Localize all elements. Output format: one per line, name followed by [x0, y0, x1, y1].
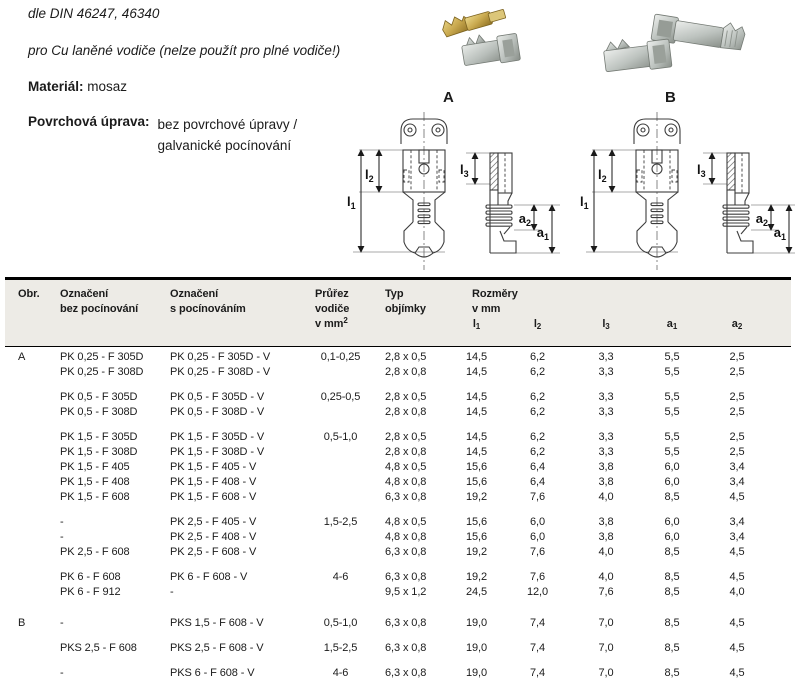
table-row [5, 515, 791, 530]
cell-d: 7,6 [530, 490, 545, 503]
col-header-obr: Obr. [18, 288, 40, 300]
col-header-l3: $l_3$ [602, 318, 610, 331]
cell-d: 4,0 [598, 545, 614, 558]
din-standard-line: dle DIN 46247, 46340 [28, 6, 160, 21]
cell-n1: PK 1,5 - F 405 [60, 460, 130, 473]
cell-d: 4,5 [729, 570, 745, 583]
cell-n1: PK 1,5 - F 308D [60, 445, 138, 458]
cell-n2: PK 1,5 - F 405 - V [170, 460, 257, 473]
table-row [5, 616, 791, 631]
cell-d: 19,2 [465, 545, 487, 558]
cell-d: 14,5 [465, 430, 487, 443]
product-photo-b [593, 2, 793, 90]
cell-typ: 6,3 x 0,8 [385, 490, 427, 503]
cell-typ: 2,8 x 0,5 [385, 390, 427, 403]
row-spacer [5, 505, 791, 515]
cell-d: 2,5 [729, 445, 745, 458]
cell-cross [313, 545, 368, 560]
cell-d: 6,0 [664, 475, 680, 488]
cell-n2: PK 0,25 - F 308D - V [170, 365, 271, 378]
cell-d: 3,3 [598, 390, 614, 403]
cell-d: 12,0 [526, 585, 548, 598]
cell-d: 6,0 [530, 515, 545, 528]
cell-n1: - [60, 515, 64, 528]
cell-d: 7,4 [530, 666, 545, 679]
cell-d: 6,0 [664, 460, 680, 473]
cell-n2: PKS 1,5 - F 608 - V [170, 616, 264, 629]
cell-d: 6,2 [530, 445, 545, 458]
cell-d: 7,0 [598, 666, 614, 679]
table-row [5, 585, 791, 600]
cell-d: 6,0 [530, 530, 545, 543]
cell-d: 2,5 [729, 390, 745, 403]
cell-d: 2,5 [729, 350, 745, 363]
side-view-b [697, 153, 795, 253]
cell-typ: 6,3 x 0,8 [385, 570, 427, 583]
table-row [5, 570, 791, 585]
cell-d: 7,6 [530, 570, 545, 583]
cell-d: 14,5 [465, 405, 487, 418]
cell-d: 7,0 [598, 616, 614, 629]
row-spacer [5, 631, 791, 641]
cell-obr [5, 405, 55, 420]
cell-n1: PK 1,5 - F 305D [60, 430, 138, 443]
usage-note-line: pro Cu laněné vodiče (nelze použít pro plné vodiče!) [28, 43, 341, 58]
cell-n1: PK 1,5 - F 608 [60, 490, 130, 503]
cell-typ: 2,8 x 0,5 [385, 350, 427, 363]
row-spacer [5, 380, 791, 390]
cell-fill [772, 390, 791, 405]
cell-cross [313, 405, 368, 420]
cell-obr: B [18, 616, 26, 629]
cell-d: 6,2 [530, 350, 545, 363]
cell-d: 4,5 [729, 616, 745, 629]
steel-lock-connector-icon [603, 34, 673, 75]
cell-d: 3,4 [729, 475, 745, 488]
row-spacer [5, 420, 791, 430]
row-spacer [5, 600, 791, 616]
cell-n2: PK 0,5 - F 305D - V [170, 390, 265, 403]
data-table [5, 280, 791, 680]
cell-cross [313, 445, 368, 460]
cell-d: 14,5 [465, 445, 487, 458]
cell-cross [313, 530, 368, 545]
brass-connector-icon [440, 6, 506, 37]
cell-cross [313, 460, 368, 475]
cell-d: 5,5 [664, 365, 680, 378]
table-row [5, 666, 791, 680]
cell-d: 7,6 [598, 585, 614, 598]
cell-typ: 6,3 x 0,8 [385, 545, 427, 558]
cell-fill [772, 530, 791, 545]
cell-typ: 6,3 x 0,8 [385, 641, 427, 654]
dimension-drawing: $l_3$ $a_2$ $a_1$ [345, 110, 795, 276]
cell-d: 14,5 [465, 350, 487, 363]
cell-n2: PK 1,5 - F 408 - V [170, 475, 257, 488]
cell-fill [772, 365, 791, 380]
cell-d: 5,5 [664, 390, 680, 403]
cell-d: 3,8 [598, 460, 614, 473]
row-spacer [5, 656, 791, 666]
cell-obr [5, 460, 55, 475]
cell-d: 19,0 [465, 616, 487, 629]
cell-fill [772, 641, 791, 656]
cell-obr [5, 530, 55, 545]
cell-cross: 0,5-1,0 [323, 430, 358, 443]
surface-value: bez povrchové úpravy / galvanické pocínování [157, 117, 298, 153]
cell-d: 15,6 [465, 460, 487, 473]
cell-n1: PKS 2,5 - F 608 [60, 641, 137, 654]
cell-d: 6,0 [664, 530, 680, 543]
cell-d: 8,5 [664, 585, 680, 598]
cell-n2: - [170, 585, 174, 598]
material-label: Materiál: [28, 79, 84, 94]
cell-obr: A [18, 350, 26, 363]
cell-d: 6,2 [530, 430, 545, 443]
cell-d: 4,5 [729, 545, 745, 558]
cell-typ: 4,8 x 0,5 [385, 515, 427, 528]
col-header-designation-plain: Označení bez pocínování [60, 288, 139, 315]
cell-d: 4,0 [729, 585, 745, 598]
cell-n2: PKS 2,5 - F 608 - V [170, 641, 264, 654]
cell-n1: PK 0,25 - F 305D [60, 350, 144, 363]
cell-typ: 6,3 x 0,8 [385, 666, 427, 679]
cell-n1: PK 0,25 - F 308D [60, 365, 144, 378]
cell-cross: 1,5-2,5 [323, 641, 358, 654]
cell-d: 8,5 [664, 570, 680, 583]
cell-n1: - [60, 666, 64, 679]
cell-n2: PK 1,5 - F 305D - V [170, 430, 265, 443]
cell-cross [313, 475, 368, 490]
cell-obr [5, 666, 55, 680]
cell-d: 19,0 [465, 666, 487, 679]
cell-fill [772, 545, 791, 560]
cell-d: 3,3 [598, 365, 614, 378]
cell-fill [772, 585, 791, 600]
cell-d: 4,5 [729, 666, 745, 679]
cell-typ: 2,8 x 0,8 [385, 365, 427, 378]
col-header-l1: Rozměry v mm $l_1$ [472, 288, 518, 331]
cell-typ: 2,8 x 0,5 [385, 430, 427, 443]
cell-d: 4,0 [598, 490, 614, 503]
cell-obr [5, 490, 55, 505]
cell-d: 8,5 [664, 616, 680, 629]
cell-fill [772, 570, 791, 585]
table-row [5, 545, 791, 560]
cell-d: 8,5 [664, 545, 680, 558]
cell-typ: 4,8 x 0,8 [385, 475, 427, 488]
cell-d: 15,6 [465, 515, 487, 528]
cell-typ: 6,3 x 0,8 [385, 616, 427, 629]
cell-fill [772, 666, 791, 680]
cell-d: 2,5 [729, 365, 745, 378]
front-view-b [580, 112, 680, 270]
cell-d: 2,5 [729, 430, 745, 443]
table-row [5, 460, 791, 475]
cell-d: 7,0 [598, 641, 614, 654]
cell-n2: PK 1,5 - F 308D - V [170, 445, 265, 458]
cell-fill [772, 405, 791, 420]
cell-n1: PK 0,5 - F 305D [60, 390, 138, 403]
photo-label-b: B [665, 89, 676, 106]
cell-n1: PK 6 - F 608 [60, 570, 121, 583]
cell-d: 7,4 [530, 641, 545, 654]
table-row [5, 445, 791, 460]
col-header-cross-section: Průřez vodiče v $mm^2$ [315, 288, 350, 330]
cell-obr [5, 475, 55, 490]
cell-n2: PK 1,5 - F 608 - V [170, 490, 257, 503]
cell-obr [5, 365, 55, 380]
front-view-a [347, 112, 447, 270]
table-row [5, 365, 791, 380]
cell-d: 7,4 [530, 616, 545, 629]
cell-cross [313, 585, 368, 600]
cell-fill [772, 515, 791, 530]
table-row [5, 641, 791, 656]
cell-cross: 0,5-1,0 [323, 616, 358, 629]
cell-d: 6,0 [664, 515, 680, 528]
cell-fill [772, 490, 791, 505]
cell-d: 3,3 [598, 405, 614, 418]
cell-obr [5, 390, 55, 405]
cell-d: 4,5 [729, 641, 745, 654]
col-header-l2: $l_2$ [533, 318, 542, 331]
cell-d: 4,5 [729, 490, 745, 503]
table-header-row [5, 280, 791, 346]
cell-d: 3,8 [598, 475, 614, 488]
cell-d: 6,2 [530, 405, 545, 418]
cell-d: 8,5 [664, 666, 680, 679]
cell-d: 5,5 [664, 405, 680, 418]
table-row [5, 430, 791, 445]
cell-obr [5, 585, 55, 600]
cell-n2: PK 6 - F 608 - V [170, 570, 248, 583]
cell-d: 3,4 [729, 460, 745, 473]
cell-cross: 0,25-0,5 [320, 390, 361, 403]
cell-d: 6,4 [530, 475, 545, 488]
catalog-table-wrap [5, 277, 791, 680]
cell-d: 15,6 [465, 530, 487, 543]
cell-d: 6,2 [530, 390, 545, 403]
surface-treatment-line [28, 114, 297, 156]
cell-n2: PK 0,5 - F 308D - V [170, 405, 265, 418]
cell-d: 5,5 [664, 350, 680, 363]
surface-label: Povrchová úprava: [28, 114, 150, 129]
cell-n1: PK 2,5 - F 608 [60, 545, 130, 558]
cell-d: 3,3 [598, 445, 614, 458]
cell-d: 5,5 [664, 445, 680, 458]
cell-cross: 1,5-2,5 [323, 515, 358, 528]
cell-d: 14,5 [465, 390, 487, 403]
cell-n2: PK 0,25 - F 305D - V [170, 350, 271, 363]
cell-fill [772, 616, 791, 631]
table-row [5, 475, 791, 490]
cell-n1: - [60, 616, 64, 629]
cell-n2: PK 2,5 - F 608 - V [170, 545, 257, 558]
cell-fill [772, 475, 791, 490]
cell-n1: - [60, 530, 64, 543]
cell-typ: 9,5 x 1,2 [385, 585, 427, 598]
cell-d: 8,5 [664, 641, 680, 654]
cell-d: 2,5 [729, 405, 745, 418]
cell-d: 19,0 [465, 641, 487, 654]
table-row [5, 350, 791, 365]
cell-obr [5, 515, 55, 530]
material-line [28, 79, 127, 94]
cell-fill [772, 430, 791, 445]
cell-d: 24,5 [465, 585, 487, 598]
cell-d: 6,2 [530, 365, 545, 378]
steel-connector-icon [460, 29, 520, 68]
cell-d: 19,2 [465, 490, 487, 503]
cell-n1: PK 0,5 - F 308D [60, 405, 138, 418]
cell-d: 3,3 [598, 350, 614, 363]
cell-d: 14,5 [465, 365, 487, 378]
cell-d: 19,2 [465, 570, 487, 583]
cell-obr [5, 641, 55, 656]
cell-cross: 4-6 [332, 666, 349, 679]
cell-typ: 4,8 x 0,5 [385, 460, 427, 473]
cell-fill [772, 445, 791, 460]
col-header-filler [772, 280, 791, 346]
cell-fill [772, 350, 791, 365]
cell-d: 3,8 [598, 530, 614, 543]
col-header-a1: $a_1$ [666, 318, 678, 331]
cell-d: 15,6 [465, 475, 487, 488]
table-row [5, 390, 791, 405]
table-row [5, 405, 791, 420]
cell-cross [313, 365, 368, 380]
col-header-sleeve-type: Typ objímky [385, 288, 426, 315]
cell-cross: 0,1-0,25 [320, 350, 361, 363]
cell-n2: PK 2,5 - F 408 - V [170, 530, 257, 543]
cell-d: 5,5 [664, 430, 680, 443]
cell-typ: 2,8 x 0,8 [385, 445, 427, 458]
col-header-a2: $a_2$ [731, 318, 743, 331]
table-row [5, 530, 791, 545]
product-photo-a [423, 6, 538, 88]
cell-typ: 2,8 x 0,8 [385, 405, 427, 418]
cell-n1: PK 6 - F 912 [60, 585, 121, 598]
side-view-a [460, 153, 560, 253]
row-spacer [5, 560, 791, 570]
cell-d: 6,4 [530, 460, 545, 473]
cell-obr [5, 445, 55, 460]
cell-d: 7,6 [530, 545, 545, 558]
cell-n1: PK 1,5 - F 408 [60, 475, 130, 488]
cell-d: 3,4 [729, 530, 745, 543]
table-row [5, 490, 791, 505]
cell-cross [313, 490, 368, 505]
cell-cross: 4-6 [332, 570, 349, 583]
col-header-designation-tinned: Označení s pocínováním [170, 288, 246, 315]
cell-d: 3,4 [729, 515, 745, 528]
cell-n2: PK 2,5 - F 405 - V [170, 515, 257, 528]
cell-d: 4,0 [598, 570, 614, 583]
cell-obr [5, 570, 55, 585]
material-value: mosaz [87, 79, 128, 94]
cell-d: 8,5 [664, 490, 680, 503]
photo-label-a: A [443, 89, 454, 106]
cell-fill [772, 460, 791, 475]
cell-d: 3,3 [598, 430, 614, 443]
cell-obr [5, 545, 55, 560]
cell-d: 3,8 [598, 515, 614, 528]
cell-typ: 4,8 x 0,8 [385, 530, 427, 543]
cell-n2: PKS 6 - F 608 - V [170, 666, 255, 679]
cell-obr [5, 430, 55, 445]
